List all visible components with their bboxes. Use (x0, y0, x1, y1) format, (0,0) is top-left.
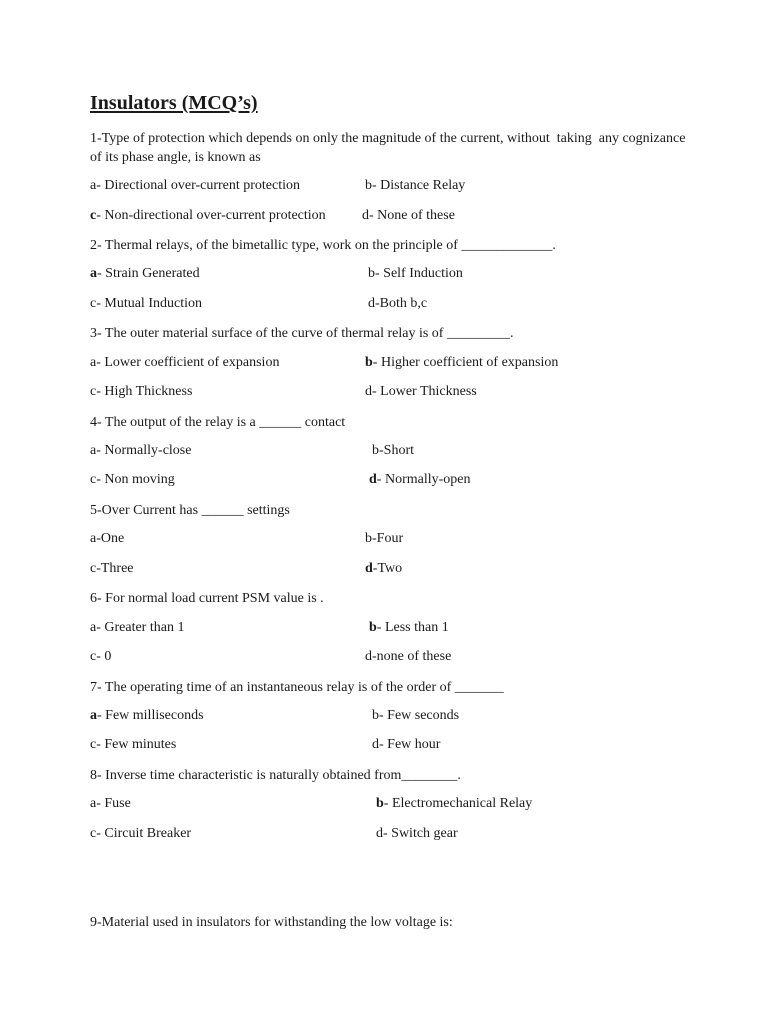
option-text: -Both b,c (375, 296, 428, 311)
question-text: 1-Type of protection which depends on only the magnitude of the current, without taking any cognizance of its phase angle, is known as (90, 131, 689, 165)
answer-option-c (90, 206, 326, 225)
option-letter: c (90, 826, 97, 841)
option-letter: b (365, 178, 372, 193)
option-letter: a (90, 796, 97, 811)
answer-option-c (90, 559, 134, 578)
option-text: - Few milliseconds (97, 708, 204, 723)
option-text: - Normally-close (96, 443, 192, 458)
question-text: 4- The output of the relay is a ______ contact (90, 415, 346, 430)
answer-option-a (90, 353, 279, 372)
question-text: 2- Thermal relays, of the bimetallic type, work on the principle of _____________. (90, 238, 556, 253)
option-text: - Normally-open (376, 472, 471, 487)
option-letter: c (90, 561, 97, 576)
option-letter: d (376, 826, 383, 841)
answer-option-a (90, 529, 124, 548)
question-text: 6- For normal load current PSM value is . (90, 591, 324, 606)
answer-option-d (362, 206, 455, 225)
answer-option-b (365, 176, 465, 195)
option-text: - Self Induction (375, 266, 463, 281)
option-letter: d (365, 384, 372, 399)
answer-option-c (90, 470, 175, 489)
option-text: - Less than 1 (376, 620, 449, 635)
option-text: - Switch gear (383, 826, 458, 841)
answer-option-b (365, 353, 558, 372)
option-text: - Non moving (96, 472, 175, 487)
option-letter: b (376, 796, 384, 811)
question-text: 8- Inverse time characteristic is naturally obtained from________. (90, 768, 461, 783)
option-letter: a (90, 620, 97, 635)
option-text: - Strain Generated (97, 266, 200, 281)
question-text: 3- The outer material surface of the curve of thermal relay is of _________. (90, 326, 514, 341)
option-letter: a (90, 531, 97, 546)
option-text: - Circuit Breaker (96, 826, 192, 841)
option-text: -none of these (372, 649, 452, 664)
option-letter: c (90, 384, 97, 399)
answer-option-d (365, 559, 402, 578)
answer-option-d (376, 824, 458, 843)
option-letter: c (90, 737, 97, 752)
option-text: - Mutual Induction (96, 296, 202, 311)
option-letter: c (90, 472, 97, 487)
option-letter: a (90, 708, 97, 723)
question-text: 9-Material used in insulators for withstanding the low voltage is: (90, 915, 453, 930)
answer-option-c (90, 382, 192, 401)
answer-option-b (369, 618, 449, 637)
option-letter: b (365, 355, 373, 370)
option-text: - Lower Thickness (372, 384, 477, 399)
answer-option-a (90, 264, 200, 283)
option-text: -One (96, 531, 125, 546)
option-letter: b (368, 266, 375, 281)
option-text: - Few minutes (96, 737, 177, 752)
option-text: - Few hour (379, 737, 441, 752)
option-letter: c (90, 208, 97, 223)
option-text: -Short (379, 443, 414, 458)
option-text: - 0 (96, 649, 112, 664)
option-text: - None of these (369, 208, 455, 223)
option-letter: d (372, 737, 379, 752)
answer-option-c (90, 294, 202, 313)
option-text: -Two (372, 561, 403, 576)
answer-option-b (376, 794, 532, 813)
option-letter: d (365, 649, 372, 664)
answer-option-b (365, 529, 403, 548)
option-letter: b (365, 531, 372, 546)
option-letter: b (372, 443, 379, 458)
option-text: - Directional over-current protection (96, 178, 301, 193)
option-letter: d (368, 296, 375, 311)
answer-option-d (365, 382, 477, 401)
option-letter: d (369, 472, 377, 487)
option-letter: b (369, 620, 377, 635)
option-letter: c (90, 296, 97, 311)
answer-option-c (90, 735, 176, 754)
option-text: - Greater than 1 (96, 620, 185, 635)
answer-option-c (90, 647, 111, 666)
option-text: - Higher coefficient of expansion (372, 355, 559, 370)
answer-option-b (372, 441, 414, 460)
answer-option-a (90, 706, 204, 725)
option-text: - Non-directional over-current protection (96, 208, 326, 223)
option-text: - Few seconds (379, 708, 460, 723)
question-text: 7- The operating time of an instantaneous relay is of the order of _______ (90, 680, 504, 695)
answer-option-d (365, 647, 451, 666)
answer-option-a (90, 441, 191, 460)
option-letter: d (362, 208, 369, 223)
page-title: Insulators (MCQ’s) (90, 92, 258, 114)
option-text: - Distance Relay (372, 178, 466, 193)
option-letter: a (90, 355, 97, 370)
answer-option-c (90, 824, 191, 843)
answer-option-a (90, 794, 131, 813)
answer-option-d (369, 470, 471, 489)
option-letter: b (372, 708, 379, 723)
option-text: - Fuse (96, 796, 131, 811)
option-text: - Electromechanical Relay (383, 796, 533, 811)
option-text: - Lower coefficient of expansion (96, 355, 280, 370)
answer-option-b (372, 706, 459, 725)
option-letter: d (365, 561, 373, 576)
option-letter: a (90, 443, 97, 458)
answer-option-d (368, 294, 427, 313)
answer-option-d (372, 735, 440, 754)
answer-option-b (368, 264, 463, 283)
answer-option-a (90, 618, 184, 637)
option-letter: a (90, 266, 97, 281)
option-text: - High Thickness (96, 384, 193, 399)
answer-option-a (90, 176, 300, 195)
question-text: 5-Over Current has ______ settings (90, 503, 290, 518)
option-letter: c (90, 649, 97, 664)
option-text: -Three (96, 561, 134, 576)
option-letter: a (90, 178, 97, 193)
option-text: -Four (372, 531, 404, 546)
